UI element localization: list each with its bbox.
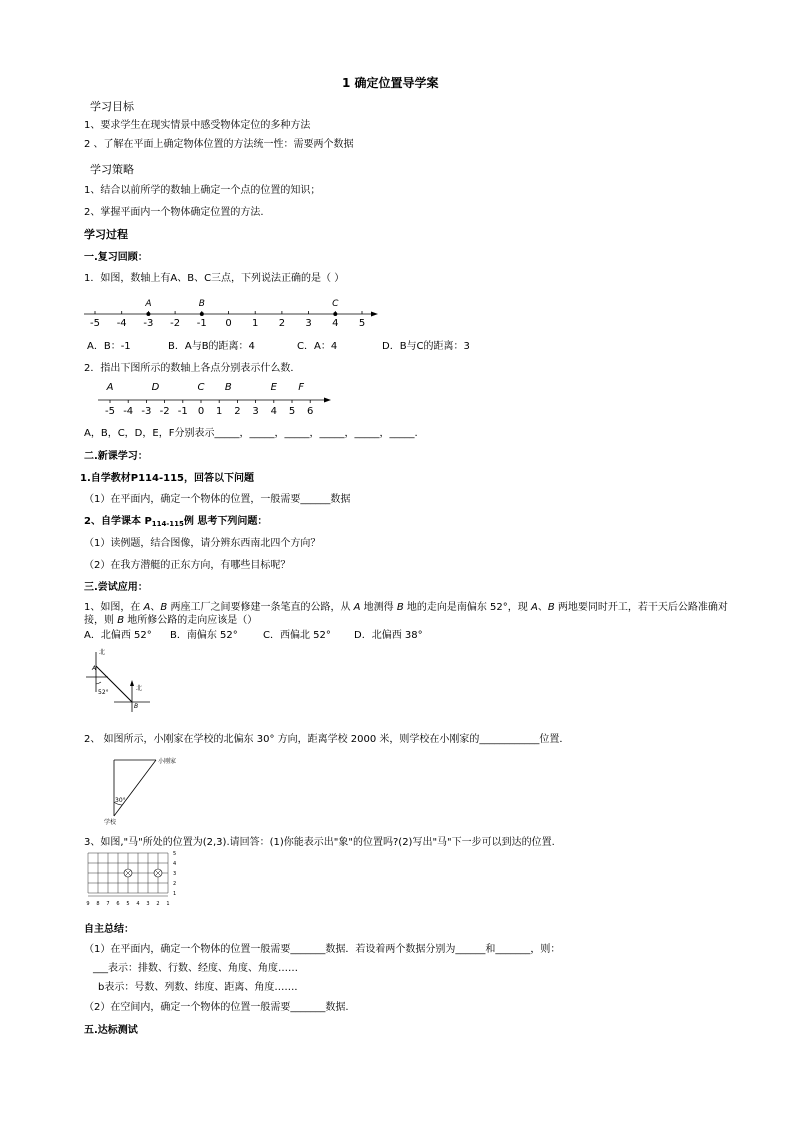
- apply-question-1-line-2: 接，则 B 地所修公路的走向应该是（）: [84, 615, 258, 626]
- axis1-tick-label: 3: [305, 318, 312, 329]
- section-2-question-2: （2）在我方潜艇的正东方向，有哪些目标呢？: [84, 560, 291, 571]
- axis1-tick-label: -1: [196, 318, 207, 329]
- objective-item: 1、要求学生在现实情景中感受物体定位的多种方法: [84, 120, 311, 131]
- section-2-title: 2、自学课本 $P_{114-115}$例 思考下列问题：: [84, 516, 268, 528]
- grid-y-label: 3: [173, 871, 177, 877]
- figure-school-home: [104, 754, 194, 824]
- apply-q1-option-d: D．北偏西 38°: [354, 630, 423, 641]
- axis2-tick-label: 0: [197, 406, 205, 417]
- review-question-1: 1．如图，数轴上有A、B、C三点，下列说法正确的是（ ）: [84, 273, 345, 284]
- new-learning-heading: 二.新课学习：: [84, 451, 148, 462]
- apply-q1-option-a: A．北偏西 52°: [84, 630, 152, 641]
- axis2-tick-label: 3: [252, 406, 259, 417]
- axis1-tick-label: 1: [252, 318, 259, 329]
- grid-y-label: 1: [173, 891, 177, 897]
- strategy-item: 1、结合以前所学的数轴上确定一个点的位置的知识；: [84, 185, 321, 196]
- axis2-point-label: E: [270, 382, 277, 393]
- page-title: 1 确定位置导学案: [342, 76, 439, 90]
- grid-x-label: 6: [116, 901, 120, 907]
- axis2-point-label: D: [151, 382, 160, 393]
- axis2-point-label: F: [298, 382, 304, 393]
- axis2-tick-label: 4: [270, 406, 277, 417]
- review-q1-option-a: A．B：-1: [87, 341, 131, 352]
- axis2-tick-label: 5: [288, 406, 296, 417]
- summary-line-3: b表示：号数、列数、纬度、距离、角度……．: [98, 982, 305, 993]
- axis1-point: [200, 312, 204, 316]
- fig2-home-label: 小刚家: [158, 758, 177, 765]
- axis2-tick-label: 2: [234, 406, 241, 417]
- axis2-tick-label: -5: [105, 406, 115, 417]
- axis2-tick-label: -1: [177, 406, 188, 417]
- fig2-school-label: 学校: [104, 819, 117, 826]
- review-q1-option-d: D．B与C的距离：3: [382, 341, 470, 352]
- axis2-tick-label: -2: [159, 406, 170, 417]
- review-q1-option-c: C．A：4: [297, 341, 338, 352]
- axis2-point-label: C: [197, 382, 205, 393]
- axis1-tick-label: 2: [278, 318, 286, 329]
- grid-x-label: 1: [166, 901, 170, 907]
- axis1-tick-label: -4: [116, 318, 127, 329]
- section-2-question-1: （1）读例题，结合图像，请分辨东西南北四个方向？: [84, 538, 321, 549]
- axis1-arrow: [371, 312, 378, 317]
- objective-item: 2 、了解在平面上确定物体位置的方法统一性：需要两个数据: [84, 139, 354, 150]
- number-line-2: [84, 378, 344, 420]
- axis2-tick-label: -3: [141, 406, 152, 417]
- process-heading: 学习过程: [84, 228, 128, 241]
- grid-x-label: 2: [156, 901, 160, 907]
- summary-line-2: ___表示：排数、行数、经度、角度、角度……: [93, 963, 298, 974]
- axis1-point-label: C: [332, 299, 339, 309]
- review-q2-answer: A，B，C，D，E，F分别表示_____，_____，_____，_____，_____，_____.: [84, 428, 418, 439]
- axis1-tick-label: -2: [170, 318, 181, 329]
- figure-chess-grid: [86, 850, 186, 906]
- fig1-north-label-2: 北: [136, 685, 143, 692]
- fig1-north-label-1: 北: [99, 649, 106, 656]
- review-q1-option-b: B．A与B的距离：4: [168, 341, 255, 352]
- grid-x-label: 9: [86, 901, 90, 907]
- axis2-point-label: A: [106, 382, 114, 393]
- grid-y-label: 4: [173, 861, 177, 867]
- axis2-arrow: [324, 398, 331, 403]
- apply-q1-option-b: B．南偏东 52°: [170, 630, 238, 641]
- figure-direction-ab: [86, 646, 156, 716]
- axis2-tick-label: -4: [123, 406, 134, 417]
- axis2-point-label: B: [224, 382, 232, 393]
- apply-question-2: 2、 如图所示，小刚家在学校的北偏东 30° 方向，距离学校 2000 米，则学校在小刚家的____________位置．: [84, 734, 570, 745]
- grid-y-label: 2: [173, 881, 177, 887]
- axis1-point-label: A: [145, 299, 152, 309]
- objectives-heading: 学习目标: [90, 100, 134, 113]
- section-1-title: 1.自学教材P114-115，回答以下问题: [80, 473, 254, 484]
- review-question-2: 2．指出下图所示的数轴上各点分别表示什么数．: [84, 363, 301, 374]
- grid-x-label: 4: [136, 901, 140, 907]
- axis1-tick-label: 0: [225, 318, 232, 329]
- apply-heading: 三.尝试应用：: [84, 582, 148, 593]
- axis1-tick-label: 5: [358, 318, 366, 329]
- strategy-item: 2、掌握平面内一个物体确定位置的方法.: [84, 207, 264, 218]
- axis1-point-label: B: [198, 299, 205, 309]
- axis1-tick-label: -5: [90, 318, 100, 329]
- summary-heading: 自主总结：: [84, 924, 134, 935]
- review-heading: 一.复习回顾：: [84, 252, 148, 263]
- axis1-tick-label: 4: [332, 318, 339, 329]
- summary-line-4: （2）在空间内，确定一个物体的位置一般需要_______数据.: [84, 1002, 349, 1013]
- axis1-point: [333, 312, 337, 316]
- axis1-point: [146, 312, 150, 316]
- axis2-tick-label: 1: [216, 406, 223, 417]
- fig1-b-label: B: [134, 703, 139, 710]
- apply-q1-option-c: C．西偏北 52°: [263, 630, 331, 641]
- grid-y-label: 5: [173, 851, 177, 857]
- apply-question-3: 3、如图,"马"所处的位置为(2,3).请回答：(1)你能表示出"象"的位置吗?(2)写出"马"下一步可以到达的位置.: [84, 837, 555, 848]
- section-1-question: （1）在平面内，确定一个物体的位置，一般需要______数据: [84, 494, 351, 505]
- grid-x-label: 5: [126, 901, 130, 907]
- strategy-heading: 学习策略: [90, 163, 134, 176]
- axis2-tick-label: 6: [307, 406, 314, 417]
- grid-x-label: 8: [96, 901, 100, 907]
- test-heading: 五.达标测试: [84, 1025, 138, 1036]
- axis1-tick-label: -3: [143, 318, 154, 329]
- grid-x-label: 3: [146, 901, 150, 907]
- fig1-a-label: A: [92, 665, 97, 672]
- summary-line-1: （1）在平面内，确定一个物体的位置一般需要_______数据．若设着两个数据分别为______和_______，则：: [84, 944, 561, 955]
- apply-question-1-line-1: 1、如图，在 A、B 两座工厂之间要修建一条笔直的公路，从 A 地测得 B 地的走向是南偏东 52°，现 A、B 两地要同时开工，若干天后公路准确对: [84, 602, 728, 613]
- fig2-angle-label: 30°: [115, 797, 126, 804]
- fig1-angle-label: 52°: [98, 689, 109, 696]
- grid-x-label: 7: [106, 901, 110, 907]
- number-line-1: [84, 293, 384, 333]
